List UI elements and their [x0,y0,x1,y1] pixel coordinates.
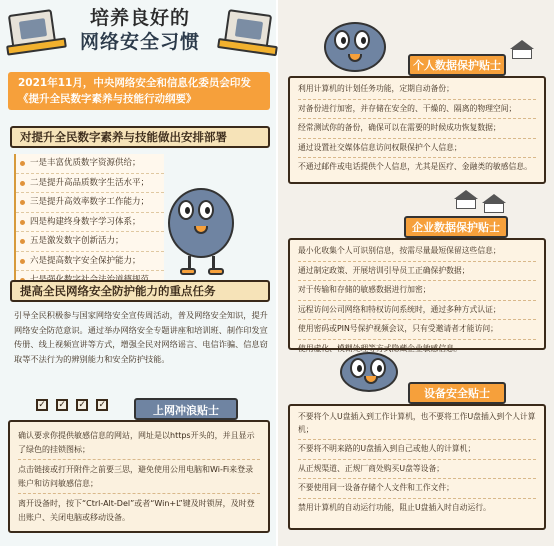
intro-banner: 2021年11月，中央网络安全和信息化委员会印发《提升全民数字素养与技能行动纲要》 [8,72,270,110]
tip-item: 通过制定政策、开展培训引导员工正确保护数据； [298,262,536,282]
list-item: 三是提升高效率数字工作能力； [16,193,164,213]
tip-item: 从正规渠道、正规厂商处购买U盘等设备； [298,460,536,480]
list-item: 二是提升高品质数字生活水平； [16,174,164,194]
device-tips-title: 设备安全贴士 [408,382,506,404]
check-icon: ✓ [36,399,48,411]
tip-item: 远程访问公司网络和特权访问系统时，通过多种方式认证； [298,301,536,321]
house-icon [454,190,478,209]
left-column [0,0,276,546]
check-icon: ✓ [76,399,88,411]
enterprise-tips-box [288,238,546,353]
tip-item: 使用虚化、模糊处理等方式隐藏企业敏感信息。 [298,343,462,353]
list-item: 四是构建终身数字学习体系； [16,213,164,233]
list-item: 一是丰富优质数字资源供给； [16,154,164,174]
enterprise-tips-title: 企业数据保护贴士 [404,216,508,238]
laptop-illustration-left [8,9,56,49]
tip-item: 确认要求你提供敏感信息的网站，网址是以https开头的，并且显示了绿色的挂锁图标； [18,426,260,460]
tip-item: 禁用计算机的自动运行功能，阻止U盘插入时自动运行。 [298,502,491,512]
house-icon [482,194,506,213]
tip-item: 利用计算机的计划任务功能，定期自动备份； [298,80,536,100]
tip-item: 通过设置社交媒体信息访问权限保护个人信息； [298,139,536,159]
laptop-illustration-right [224,9,272,49]
section1-list [14,154,164,291]
net-tips-box [8,420,270,533]
check-icon: ✓ [96,399,108,411]
title-line-2: 网络安全习惯 [79,31,200,53]
device-tips-box [288,404,546,530]
checkbox-decoration [36,392,111,411]
tip-item: 不要将个人U盘插入到工作计算机，也不要将工作U盘插入到个人计算机； [298,408,536,440]
check-icon: ✓ [56,399,68,411]
house-icon [510,40,534,59]
right-column [278,0,554,546]
section1-title: 对提升全民数字素养与技能做出安排部署 [10,126,270,148]
tip-item: 最小化收集个人可识别信息，按需尽量最短保留这些信息； [298,242,536,262]
tip-item: 对于传输和存储的敏感数据进行加密； [298,281,536,301]
tip-item: 不要将不明来路的U盘插入到自己或他人的计算机； [298,440,536,460]
tip-item: 对备份进行加密，并存储在安全的、干燥的、隔离的物理空间； [298,100,536,120]
list-item: 五是激发数字创新活力； [16,232,164,252]
list-item: 六是提高数字安全保护能力； [16,252,164,272]
title-line-1: 培养良好的 [89,7,190,29]
tip-item: 使用密码或PIN号保护视频会议，只有受邀请者才能访问； [298,320,536,340]
tip-item: 不通过邮件或电话提供个人信息，尤其是医疗、金融类的敏感信息。 [298,162,532,171]
tip-item: 经常测试你的备份，确保可以在需要的时候成功恢复数据； [298,119,536,139]
section2-title: 提高全民网络安全防护能力的重点任务 [10,280,270,302]
page-title [60,6,220,54]
section2-paragraph: 引导全民积极参与国家网络安全宣传周活动，普及网络安全知识，提升网络安全防范意识。通过举办网络安全专题讲座和培训班、制作印发宣传册、线上视频宣讲等方式，增强全民对网络谣言、电信诈骗、信息窃取等不法行为的辨别能力和安全防护技能。 [14,310,268,364]
tip-item: 点击链接或打开附件之前要三思，避免使用公用电脑和Wi-Fi来登录账户和访问敏感信息； [18,460,260,494]
tip-item: 不要使用同一设备存储个人文件和工作文件； [298,479,536,499]
net-tips-title: 上网冲浪贴士 [134,398,238,420]
personal-tips-box [288,76,546,184]
personal-tips-title: 个人数据保护贴士 [408,54,506,76]
tip-item: 离开设备时，按下“Ctrl-Alt-Del”或者“Win+L”键及时锁屏，及时登出账户、关闭电脑或移动设备。 [18,499,255,522]
